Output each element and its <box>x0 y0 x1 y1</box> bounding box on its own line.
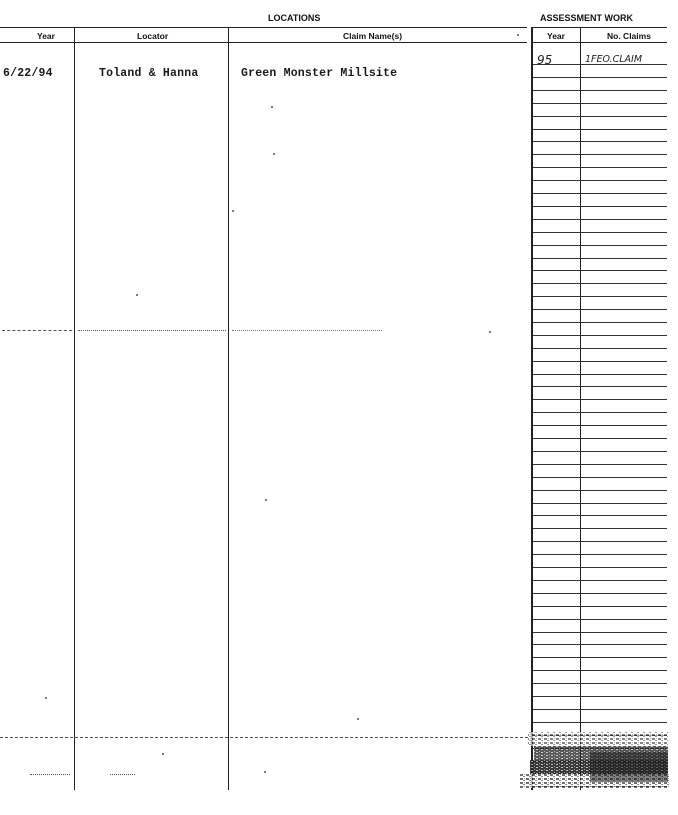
scan-speck <box>136 294 138 296</box>
assessment-rule-line <box>533 322 667 323</box>
scan-speck <box>273 153 275 155</box>
assessment-rule-line <box>533 270 667 271</box>
scan-speck <box>45 697 47 699</box>
assessment-rule-line <box>533 515 667 516</box>
header-bottom-rule-left <box>0 42 527 43</box>
assessment-rule-line <box>533 593 667 594</box>
assessment-rule-line <box>533 709 667 710</box>
assessment-rule-line <box>533 696 667 697</box>
scan-speck <box>264 771 266 773</box>
scan-dash-line <box>0 737 528 738</box>
assessment-rule-line <box>533 374 667 375</box>
scan-dash-line <box>232 330 382 331</box>
assessment-rule-line <box>533 541 667 542</box>
scan-speck <box>265 499 267 501</box>
assessment-rule-line <box>533 116 667 117</box>
scan-speck <box>517 34 519 36</box>
assessment-rule-line <box>533 154 667 155</box>
scan-speck <box>271 106 273 108</box>
assessment-rule-line <box>533 580 667 581</box>
assessment-rule-line <box>533 503 667 504</box>
col-header-locator: Locator <box>137 31 169 41</box>
divider-year-locator <box>74 27 75 790</box>
assessment-rule-line <box>533 335 667 336</box>
assessment-rule-line <box>533 258 667 259</box>
assessment-rule-line <box>533 606 667 607</box>
assessment-rule-line <box>533 412 667 413</box>
scan-speck <box>489 331 491 333</box>
location-year: 6/22/94 <box>3 67 53 80</box>
locations-title: LOCATIONS <box>268 13 321 23</box>
assessment-rule-line <box>533 477 667 478</box>
assessment-work-title: ASSESSMENT WORK <box>540 13 634 23</box>
assessment-no-claims: 1FEO.CLAIM <box>585 54 643 65</box>
assessment-rule-line <box>533 528 667 529</box>
assessment-rule-line <box>533 425 667 426</box>
assessment-rule-line <box>533 386 667 387</box>
assessment-rule-line <box>533 438 667 439</box>
assessment-rule-line <box>533 657 667 658</box>
scan-smudge <box>520 718 670 790</box>
assessment-rule-line <box>533 670 667 671</box>
scan-dash-line <box>78 330 226 331</box>
header-bottom-rule-right <box>533 42 667 43</box>
assessment-rule-line <box>533 283 667 284</box>
assessment-rule-line <box>533 167 667 168</box>
col-header-no-claims: No. Claims <box>607 31 651 41</box>
assessment-rule-line <box>533 309 667 310</box>
location-locator: Toland & Hanna <box>99 67 199 80</box>
assessment-rule-line <box>533 567 667 568</box>
location-claim-name: Green Monster Millsite <box>241 67 398 80</box>
assessment-rule-line <box>533 180 667 181</box>
scan-dash-line <box>30 774 70 775</box>
header-top-rule-right <box>533 27 667 28</box>
assessment-rule-line <box>533 141 667 142</box>
assessment-rule-line <box>533 361 667 362</box>
scan-dash-line <box>110 774 135 775</box>
assessment-rule-line <box>533 129 667 130</box>
assessment-rule-line <box>533 644 667 645</box>
col-header-claim-names: Claim Name(s) <box>343 31 403 41</box>
assessment-rule-line <box>533 90 667 91</box>
scan-speck <box>162 753 164 755</box>
assessment-rule-line <box>533 451 667 452</box>
assessment-rule-line <box>533 399 667 400</box>
assessment-rule-line <box>533 193 667 194</box>
scan-speck <box>357 718 359 720</box>
assessment-rule-line <box>533 219 667 220</box>
assessment-rule-line <box>533 348 667 349</box>
col-header-assessment-year: Year <box>547 31 565 41</box>
assessment-rule-line <box>533 232 667 233</box>
header-top-rule-left <box>0 27 527 28</box>
divider-locator-claim <box>228 27 229 790</box>
col-header-year: Year <box>37 31 55 41</box>
assessment-rule-line <box>533 77 667 78</box>
assessment-rule-line <box>533 464 667 465</box>
assessment-year: 95 <box>537 53 553 67</box>
assessment-rule-line <box>533 206 667 207</box>
assessment-rule-line <box>533 554 667 555</box>
scan-dash-line <box>2 330 72 331</box>
assessment-rule-line <box>533 103 667 104</box>
assessment-rule-line <box>533 683 667 684</box>
assessment-rule-line <box>533 632 667 633</box>
assessment-rule-line <box>533 619 667 620</box>
assessment-rule-line <box>533 490 667 491</box>
scan-speck <box>232 210 234 212</box>
assessment-rule-line <box>533 245 667 246</box>
assessment-rule-line <box>533 296 667 297</box>
